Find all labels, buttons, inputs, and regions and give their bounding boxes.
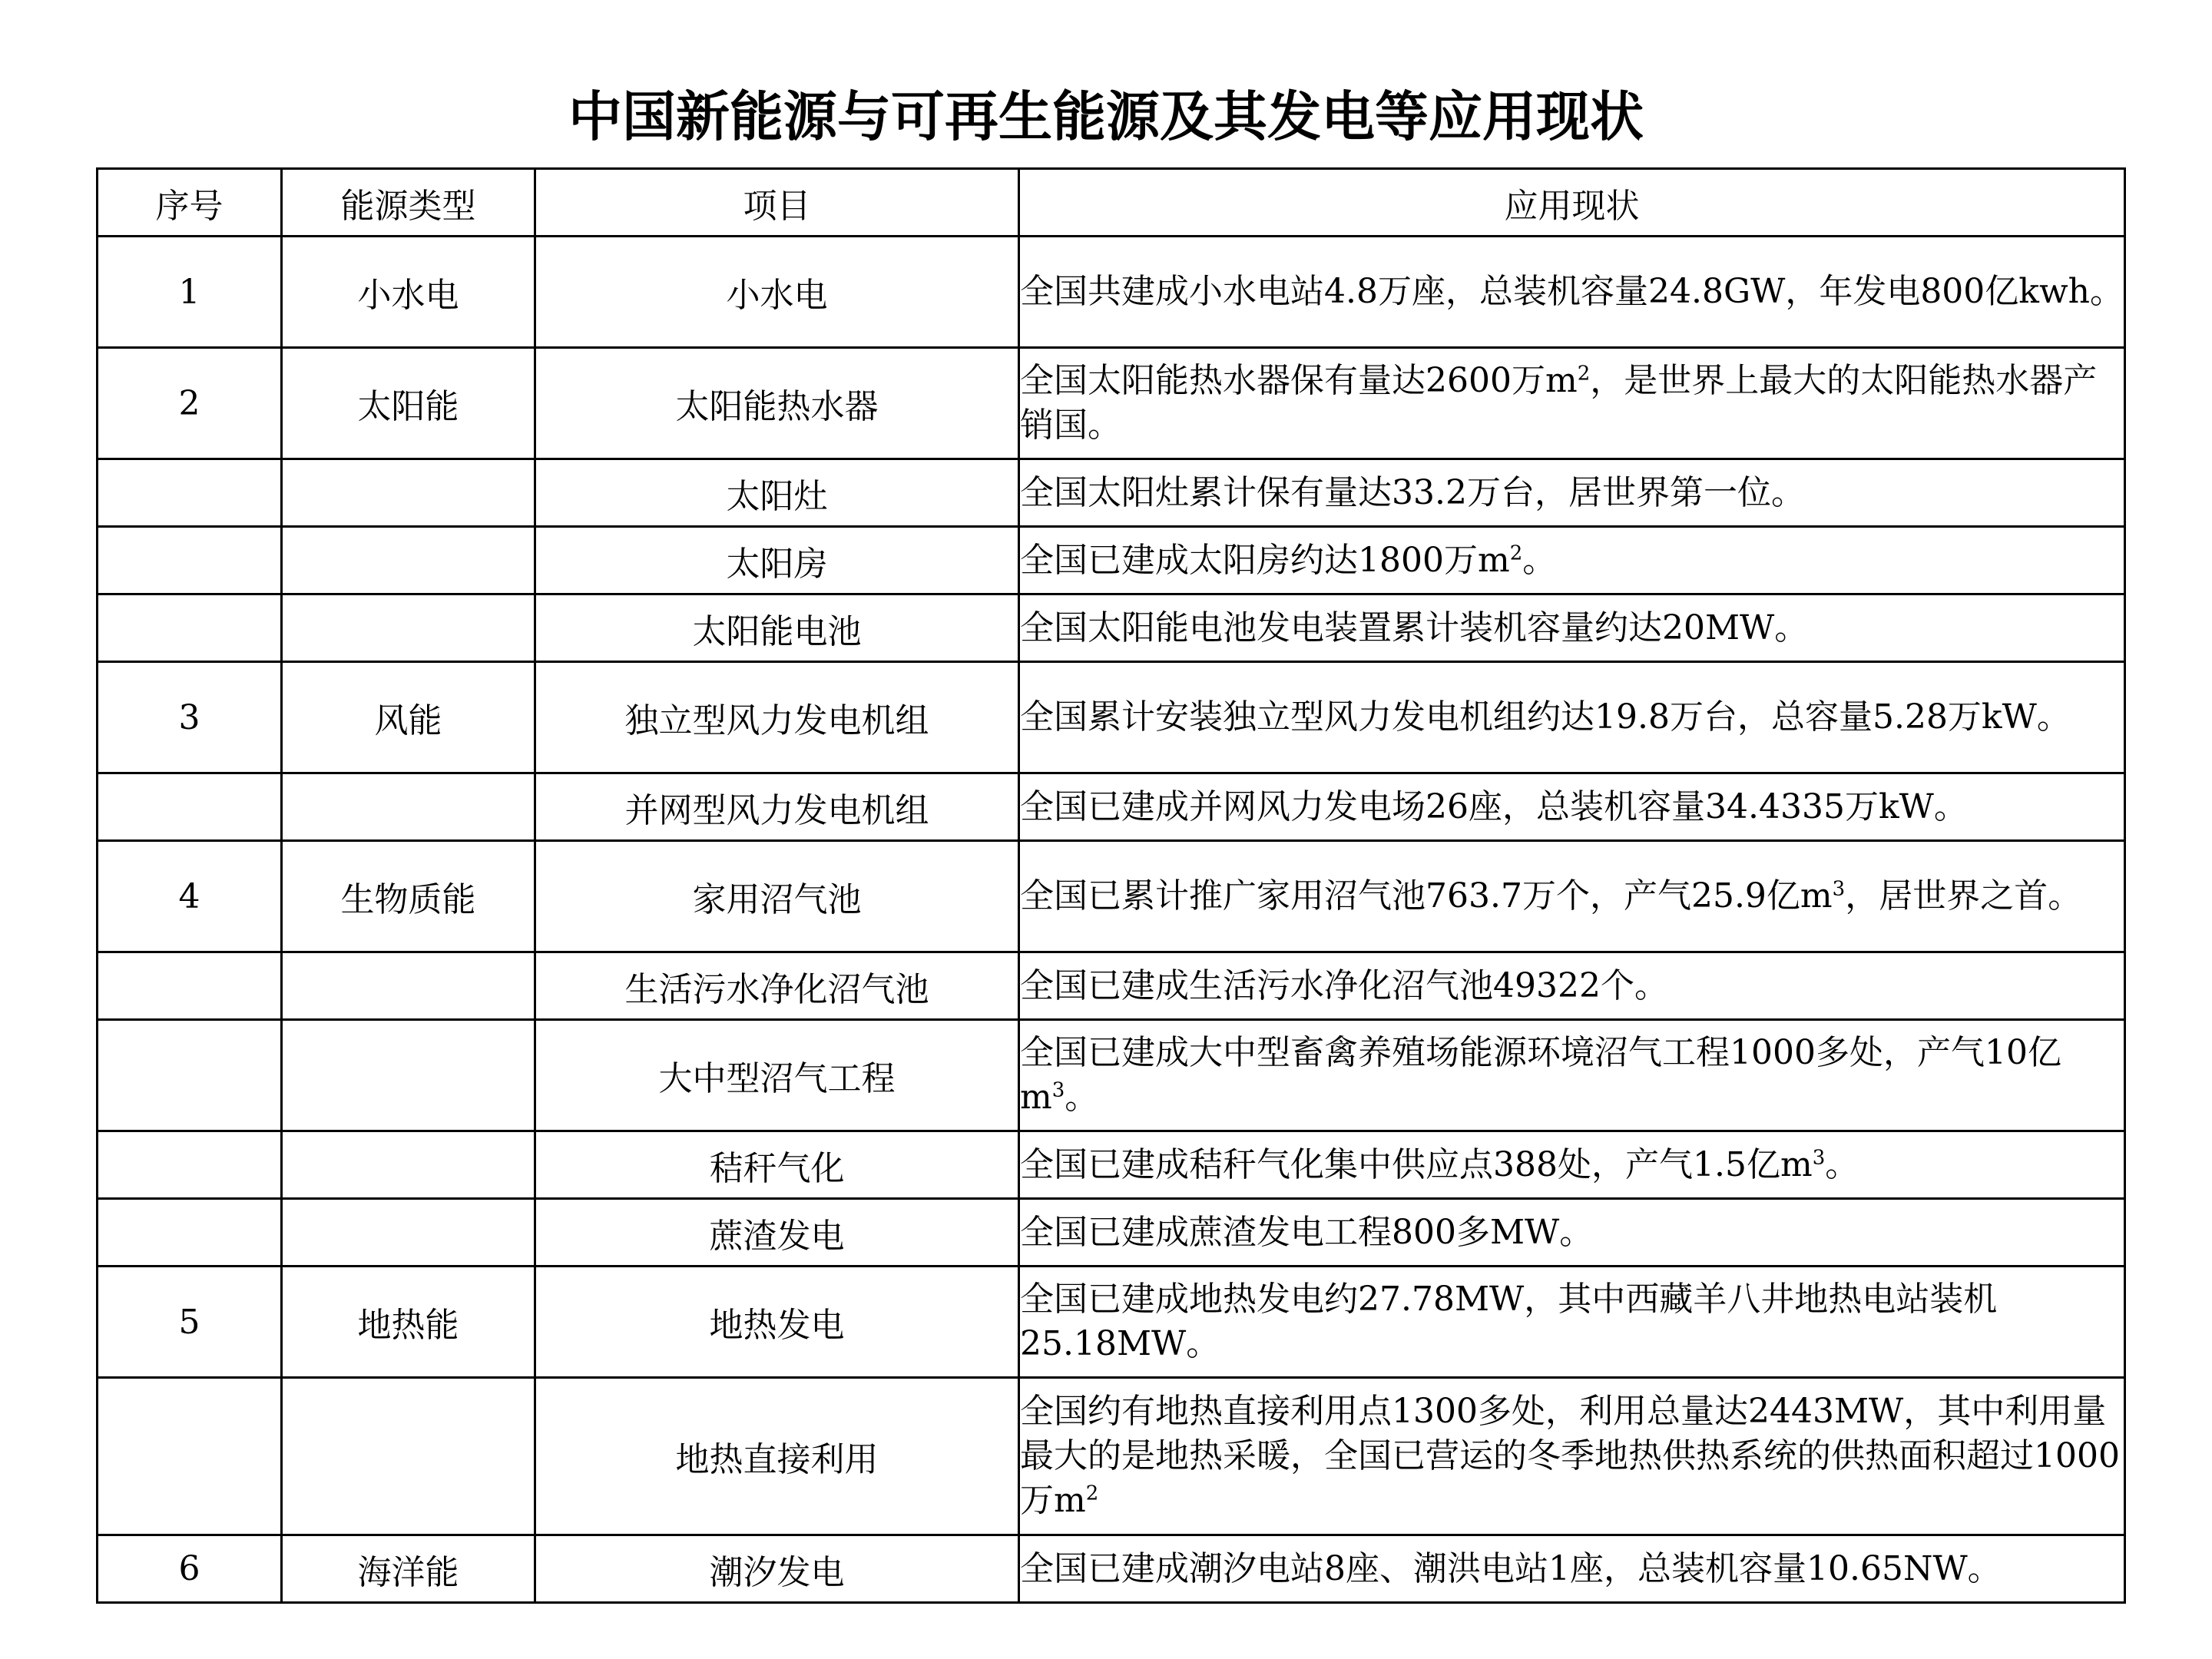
row-number bbox=[98, 594, 282, 662]
row-number bbox=[98, 1020, 282, 1131]
row-number: 3 bbox=[98, 662, 282, 773]
table-row bbox=[98, 1378, 2125, 1535]
row-energy-type bbox=[282, 1199, 535, 1267]
table-row bbox=[98, 1020, 2125, 1131]
table-row bbox=[98, 773, 2125, 841]
row-energy-type bbox=[282, 527, 535, 594]
row-energy-type bbox=[282, 773, 535, 841]
row-energy-type: 太阳能 bbox=[282, 348, 535, 459]
row-number bbox=[98, 1199, 282, 1267]
row-status: 全国共建成小水电站4.8万座，总装机容量24.8GW，年发电800亿kwh。 bbox=[1019, 237, 2125, 348]
row-item: 地热直接利用 bbox=[535, 1378, 1019, 1535]
row-energy-type bbox=[282, 1131, 535, 1199]
row-energy-type: 小水电 bbox=[282, 237, 535, 348]
row-number bbox=[98, 952, 282, 1020]
row-item: 生活污水净化沼气池 bbox=[535, 952, 1019, 1020]
table-row bbox=[98, 459, 2125, 527]
table-row bbox=[98, 1535, 2125, 1603]
header-item: 项目 bbox=[535, 169, 1019, 237]
table-header-row bbox=[98, 169, 2125, 237]
row-number: 4 bbox=[98, 841, 282, 952]
row-status: 全国已建成地热发电约27.78MW，其中西藏羊八井地热电站装机25.18MW。 bbox=[1019, 1267, 2125, 1378]
row-number bbox=[98, 1378, 282, 1535]
row-energy-type bbox=[282, 594, 535, 662]
row-item: 太阳能电池 bbox=[535, 594, 1019, 662]
row-status: 全国累计安装独立型风力发电机组约达19.8万台，总容量5.28万kW。 bbox=[1019, 662, 2125, 773]
row-item: 太阳灶 bbox=[535, 459, 1019, 527]
table-row bbox=[98, 1267, 2125, 1378]
row-item: 家用沼气池 bbox=[535, 841, 1019, 952]
row-status: 全国约有地热直接利用点1300多处，利用总量达2443MW，其中利用量最大的是地热采暖，全国已营运的冬季地热供热系统的供热面积超过1000万$m^2$ bbox=[1019, 1378, 2125, 1535]
row-energy-type bbox=[282, 1378, 535, 1535]
table-row bbox=[98, 841, 2125, 952]
row-item: 太阳房 bbox=[535, 527, 1019, 594]
row-item: 并网型风力发电机组 bbox=[535, 773, 1019, 841]
row-number bbox=[98, 773, 282, 841]
energy-table bbox=[96, 167, 2126, 1604]
row-item: 潮汐发电 bbox=[535, 1535, 1019, 1603]
row-status: 全国已建成并网风力发电场26座，总装机容量34.4335万kW。 bbox=[1019, 773, 2125, 841]
table-row bbox=[98, 527, 2125, 594]
header-energy-type: 能源类型 bbox=[282, 169, 535, 237]
row-status: 全国太阳能电池发电装置累计装机容量约达20MW。 bbox=[1019, 594, 2125, 662]
row-item: 地热发电 bbox=[535, 1267, 1019, 1378]
table-row bbox=[98, 237, 2125, 348]
row-item: 大中型沼气工程 bbox=[535, 1020, 1019, 1131]
row-energy-type bbox=[282, 952, 535, 1020]
row-status: 全国已建成太阳房约达1800万$m^2$。 bbox=[1019, 527, 2125, 594]
row-status: 全国已建成大中型畜禽养殖场能源环境沼气工程1000多处，产气10亿$m^3$。 bbox=[1019, 1020, 2125, 1131]
header-status: 应用现状 bbox=[1019, 169, 2125, 237]
row-status: 全国已建成蔗渣发电工程800多MW。 bbox=[1019, 1199, 2125, 1267]
row-number: 2 bbox=[98, 348, 282, 459]
row-energy-type: 海洋能 bbox=[282, 1535, 535, 1603]
row-status: 全国已累计推广家用沼气池763.7万个，产气25.9亿$m^3$，居世界之首。 bbox=[1019, 841, 2125, 952]
row-item: 蔗渣发电 bbox=[535, 1199, 1019, 1267]
row-item: 小水电 bbox=[535, 237, 1019, 348]
row-energy-type: 生物质能 bbox=[282, 841, 535, 952]
row-energy-type bbox=[282, 459, 535, 527]
row-energy-type bbox=[282, 1020, 535, 1131]
row-number bbox=[98, 1131, 282, 1199]
row-status: 全国已建成潮汐电站8座、潮洪电站1座，总装机容量10.65NW。 bbox=[1019, 1535, 2125, 1603]
row-number: 1 bbox=[98, 237, 282, 348]
row-status: 全国太阳灶累计保有量达33.2万台，居世界第一位。 bbox=[1019, 459, 2125, 527]
row-status: 全国已建成生活污水净化沼气池49322个。 bbox=[1019, 952, 2125, 1020]
table-row bbox=[98, 662, 2125, 773]
page-title: 中国新能源与可再生能源及其发电等应用现状 bbox=[568, 85, 1644, 148]
table-row bbox=[98, 1199, 2125, 1267]
row-status: 全国太阳能热水器保有量达2600万$m^2$，是世界上最大的太阳能热水器产销国。 bbox=[1019, 348, 2125, 459]
row-number: 5 bbox=[98, 1267, 282, 1378]
table-row bbox=[98, 1131, 2125, 1199]
row-item: 秸秆气化 bbox=[535, 1131, 1019, 1199]
row-number bbox=[98, 459, 282, 527]
row-number: 6 bbox=[98, 1535, 282, 1603]
row-energy-type: 地热能 bbox=[282, 1267, 535, 1378]
table-row bbox=[98, 348, 2125, 459]
table-body bbox=[98, 237, 2125, 1603]
row-item: 独立型风力发电机组 bbox=[535, 662, 1019, 773]
table-row bbox=[98, 952, 2125, 1020]
header-no: 序号 bbox=[98, 169, 282, 237]
row-energy-type: 风能 bbox=[282, 662, 535, 773]
row-status: 全国已建成秸秆气化集中供应点388处，产气1.5亿$m^3$。 bbox=[1019, 1131, 2125, 1199]
row-item: 太阳能热水器 bbox=[535, 348, 1019, 459]
row-number bbox=[98, 527, 282, 594]
table-row bbox=[98, 594, 2125, 662]
